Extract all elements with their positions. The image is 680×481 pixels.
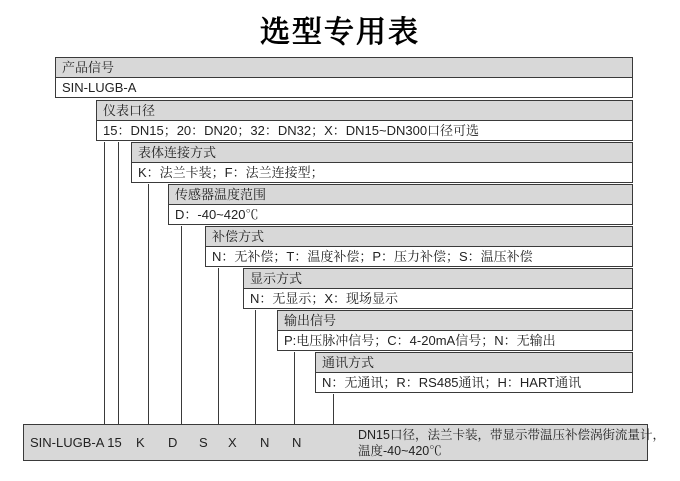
block-options: SIN-LUGB-A — [56, 78, 632, 97]
code-communication: N — [292, 435, 302, 450]
code-display: X — [228, 435, 237, 450]
block-options: N：无通讯；R：RS485通讯；H：HART通讯 — [316, 373, 632, 392]
code-compensation: S — [199, 435, 208, 450]
block-options: K：法兰卡装；F：法兰连接型； — [132, 163, 632, 182]
connector-line — [148, 184, 149, 424]
block-options: D：-40~420℃ — [169, 205, 632, 224]
block-body-connection — [131, 142, 633, 183]
block-header: 表体连接方式 — [132, 143, 632, 163]
block-header: 补偿方式 — [206, 227, 632, 247]
example-description-line2: 温度-40~420℃ — [358, 444, 442, 458]
code-temp-range: D — [168, 435, 178, 450]
block-options: 15：DN15；20：DN20；32：DN32；X：DN15~DN300口径可选 — [97, 121, 632, 140]
block-header: 输出信号 — [278, 311, 632, 331]
example-description — [358, 427, 663, 459]
block-header: 显示方式 — [244, 269, 632, 289]
example-code-bar — [23, 424, 665, 461]
connector-line — [118, 142, 119, 424]
block-header: 传感器温度范围 — [169, 185, 632, 205]
block-header: 产品信号 — [56, 58, 632, 78]
block-options: N：无显示；X：现场显示 — [244, 289, 632, 308]
code-connection: K — [136, 435, 145, 450]
connector-line — [294, 352, 295, 424]
connector-line — [255, 310, 256, 424]
block-options: N：无补偿；T：温度补偿；P：压力补偿；S：温压补偿 — [206, 247, 632, 266]
block-compensation-mode — [205, 226, 633, 267]
connector-line — [181, 226, 182, 424]
block-communication-mode — [315, 352, 633, 393]
code-output: N — [260, 435, 270, 450]
block-meter-diameter — [96, 100, 633, 141]
block-sensor-temp-range — [168, 184, 633, 225]
block-display-mode — [243, 268, 633, 309]
connector-line — [218, 268, 219, 424]
connector-line — [104, 142, 105, 424]
code-model-base: SIN-LUGB-A 15 — [30, 435, 122, 450]
block-product-signal — [55, 57, 633, 98]
page-title: 选型专用表 — [260, 16, 420, 49]
block-header: 通讯方式 — [316, 353, 632, 373]
example-description-line1: DN15口径，法兰卡装，带显示带温压补偿涡街流量计， — [358, 428, 665, 442]
block-header: 仪表口径 — [97, 101, 632, 121]
block-output-signal — [277, 310, 633, 351]
block-options: P:电压脉冲信号；C：4-20mA信号；N：无输出 — [278, 331, 632, 350]
connector-line — [333, 394, 334, 424]
